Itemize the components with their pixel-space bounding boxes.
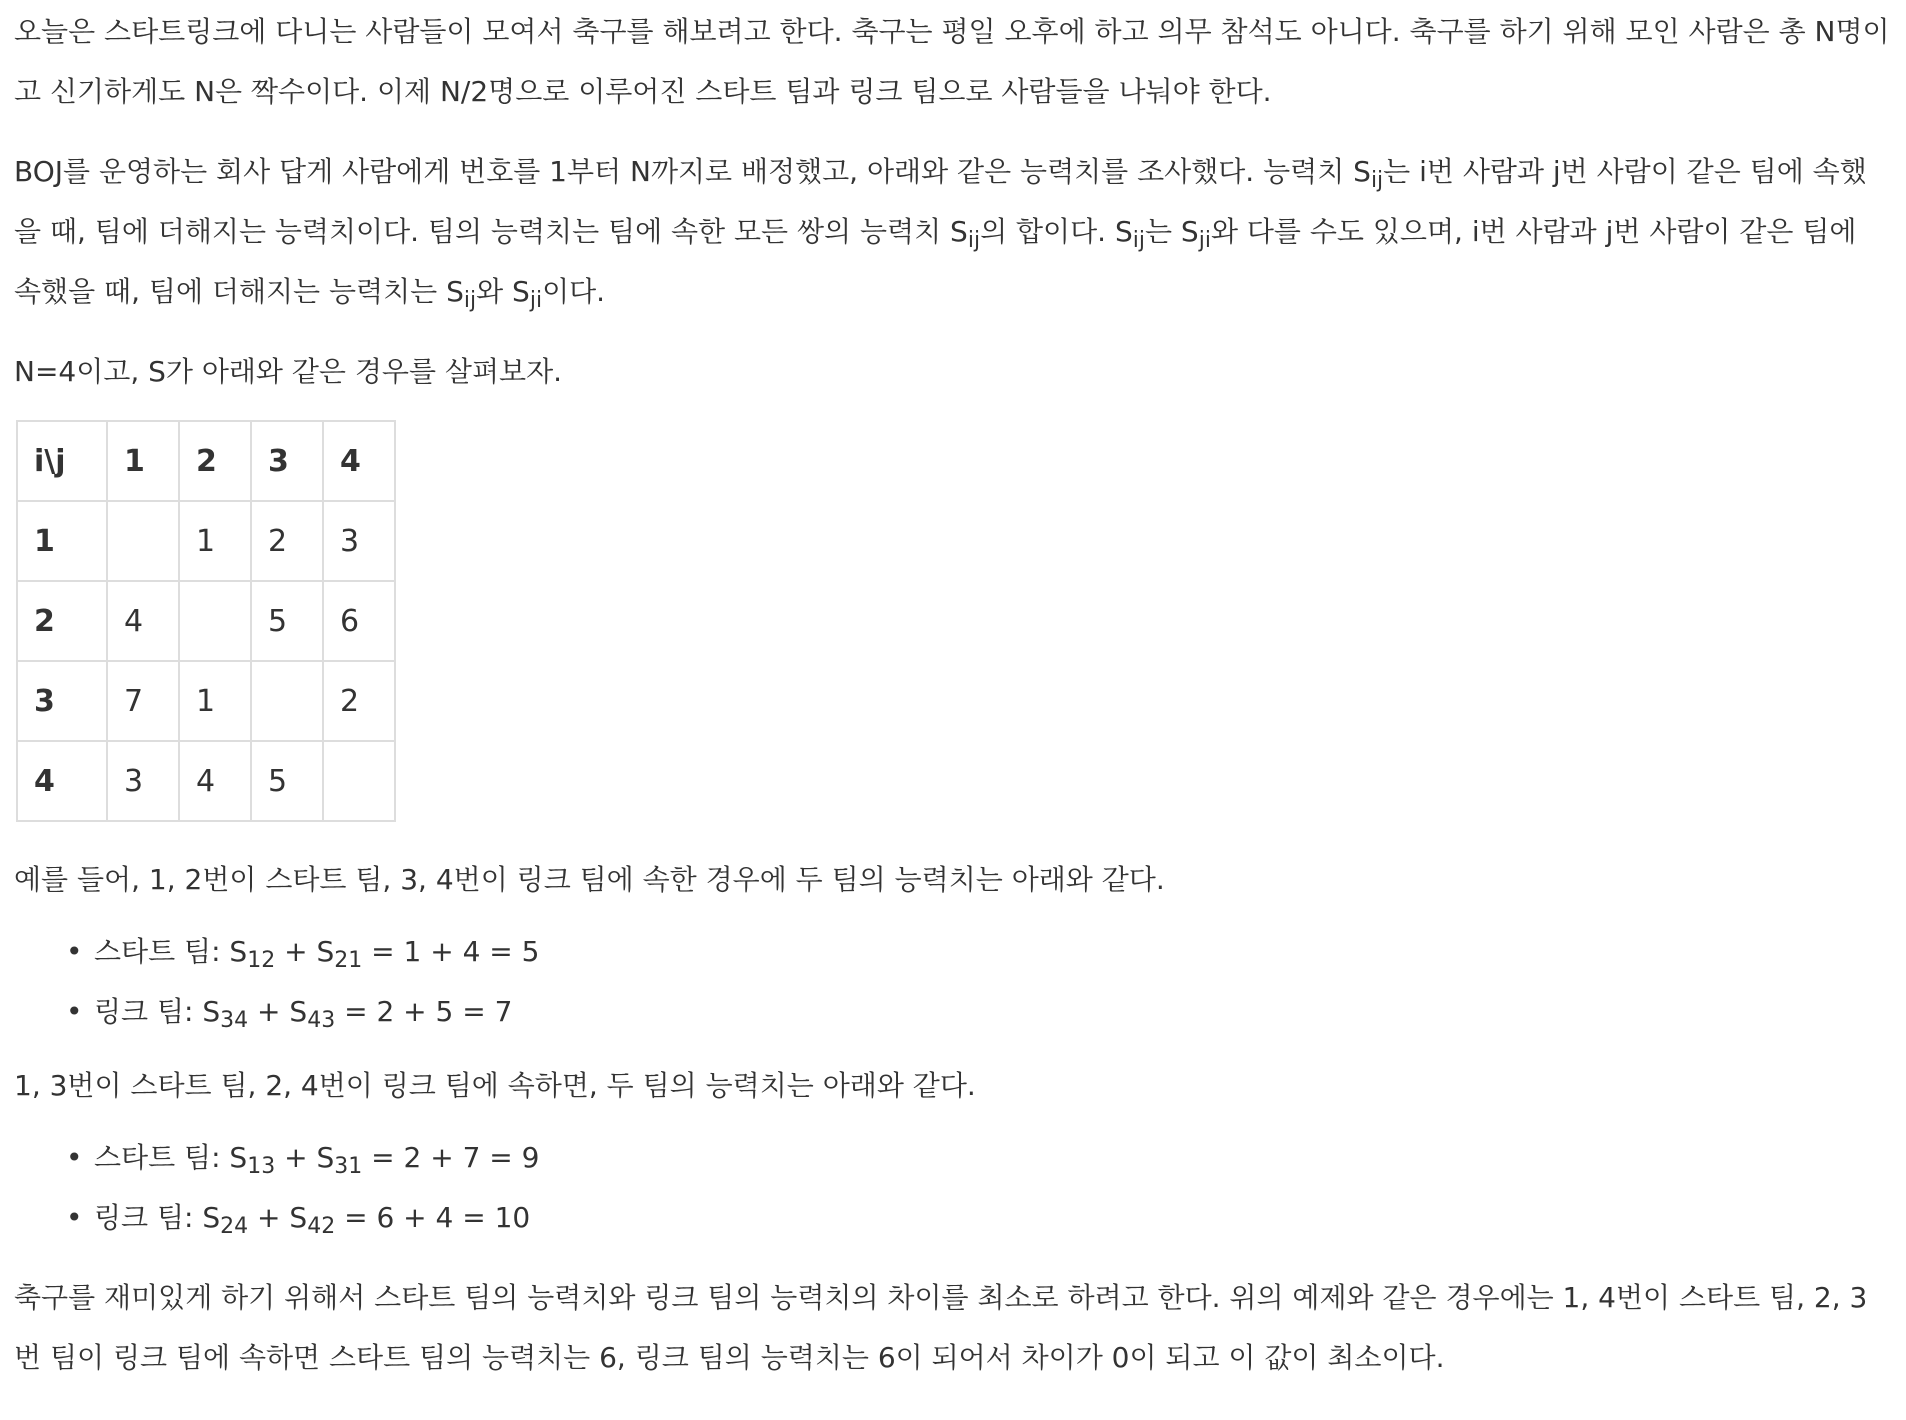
text-span: 는 i번 사람과 j번 사람이 같은 팀에 속했을 때, 팀에 더해지는 능력치이다. 팀의 능력치는 팀에 속한 모든 쌍의 능력치 S [14, 155, 1867, 248]
subscript: 13 [247, 1154, 276, 1179]
subscript: ij [463, 288, 477, 313]
example1-paragraph: 예를 들어, 1, 2번이 스타트 팀, 3, 4번이 링크 팀에 속한 경우에 두 팀의 능력치는 아래와 같다. [14, 863, 1165, 896]
row-header-cell: 4 [17, 741, 107, 821]
subscript: 12 [247, 948, 276, 973]
row-header-cell: 3 [17, 661, 107, 741]
text-span: BOJ를 운영하는 회사 답게 사람에게 번호를 1부터 N까지로 배정했고, 아래와 같은 능력치를 조사했다. 능력치 S [14, 155, 1371, 188]
text-span: 는 S [1144, 215, 1199, 248]
table-header-cell: i\j [17, 421, 107, 501]
table-cell [107, 501, 179, 581]
text-span: + S [275, 1141, 335, 1174]
example-intro-paragraph: N=4이고, S가 아래와 같은 경우를 살펴보자. [14, 355, 563, 388]
list-item [66, 1128, 1892, 1188]
bullet-icon: • [66, 1141, 83, 1174]
problem-description [0, 2, 1906, 1388]
intro-paragraph: 오늘은 스타트링크에 다니는 사람들이 모여서 축구를 해보려고 한다. 축구는 평일 오후에 하고 의무 참석도 아니다. 축구를 하기 위해 모인 사람은 총 N명이고 신기하게도 N은 짝수이다. 이제 N/2명으로 이루어진 스타트 팀과 링크 팀으로 사람들을 나눠야 한다. [14, 15, 1890, 108]
example2-list [14, 1128, 1892, 1248]
subscript: ij [967, 228, 981, 253]
example1-list [14, 922, 1892, 1042]
table-cell: 3 [107, 741, 179, 821]
row-header-cell: 1 [17, 501, 107, 581]
table-row [17, 501, 395, 581]
table-cell [323, 741, 395, 821]
subscript: 21 [334, 948, 363, 973]
table-header-cell: 2 [179, 421, 251, 501]
text-span: 의 합이다. S [980, 215, 1133, 248]
subscript: ij [1132, 228, 1145, 253]
table-cell [179, 581, 251, 661]
table-row [17, 581, 395, 661]
table-cell: 4 [179, 741, 251, 821]
ability-table [16, 420, 396, 822]
list-item [66, 982, 1892, 1042]
text-span: 링크 팀: S [94, 995, 221, 1028]
bullet-icon: • [66, 1201, 83, 1234]
text-span: 와 다를 수도 있으며, i번 사람과 j번 사람이 같은 팀에 속했을 때, 팀에 더해지는 능력치는 S [14, 215, 1857, 308]
text-span: 스타트 팀: S [94, 1141, 248, 1174]
ability-paragraph [14, 142, 1892, 322]
subscript: ij [1370, 168, 1384, 193]
example2-paragraph: 1, 3번이 스타트 팀, 2, 4번이 링크 팀에 속하면, 두 팀의 능력치는 아래와 같다. [14, 1069, 976, 1102]
list-item [66, 1188, 1892, 1248]
text-span: 링크 팀: S [94, 1201, 221, 1234]
table-row [17, 741, 395, 821]
table-header-cell: 4 [323, 421, 395, 501]
bullet-icon: • [66, 935, 83, 968]
table-cell: 7 [107, 661, 179, 741]
conclusion-paragraph: 축구를 재미있게 하기 위해서 스타트 팀의 능력치와 링크 팀의 능력치의 차이를 최소로 하려고 한다. 위의 예제와 같은 경우에는 1, 4번이 스타트 팀, 2, 3번 팀이 링크 팀에 속하면 스타트 팀의 능력치는 6, 링크 팀의 능력치는 6이 되어서 차이가 0이 되고 이 값이 최소이다. [14, 1281, 1868, 1374]
text-span: = 1 + 4 = 5 [362, 935, 540, 968]
table-cell: 3 [323, 501, 395, 581]
subscript: ji [1198, 228, 1211, 253]
text-span: + S [248, 995, 308, 1028]
table-header-row [17, 421, 395, 501]
text-span: = 6 + 4 = 10 [335, 1201, 531, 1234]
table-cell: 5 [251, 741, 323, 821]
text-span: 와 S [476, 275, 530, 308]
subscript: 24 [220, 1214, 249, 1239]
subscript: 34 [220, 1008, 249, 1033]
table-cell: 4 [107, 581, 179, 661]
subscript: 43 [307, 1008, 336, 1033]
table-cell: 5 [251, 581, 323, 661]
text-span: 이다. [542, 275, 606, 308]
text-span: = 2 + 7 = 9 [362, 1141, 540, 1174]
table-cell: 6 [323, 581, 395, 661]
list-item [66, 922, 1892, 982]
text-span: + S [275, 935, 335, 968]
text-span: = 2 + 5 = 7 [335, 995, 513, 1028]
table-cell: 1 [179, 501, 251, 581]
table-cell: 1 [179, 661, 251, 741]
bullet-icon: • [66, 995, 83, 1028]
table-cell [251, 661, 323, 741]
text-span: + S [248, 1201, 308, 1234]
table-header-cell: 1 [107, 421, 179, 501]
table-row [17, 661, 395, 741]
subscript: ji [529, 288, 543, 313]
subscript: 31 [334, 1154, 363, 1179]
row-header-cell: 2 [17, 581, 107, 661]
table-cell: 2 [251, 501, 323, 581]
table-cell: 2 [323, 661, 395, 741]
subscript: 42 [307, 1214, 336, 1239]
table-header-cell: 3 [251, 421, 323, 501]
text-span: 스타트 팀: S [94, 935, 248, 968]
